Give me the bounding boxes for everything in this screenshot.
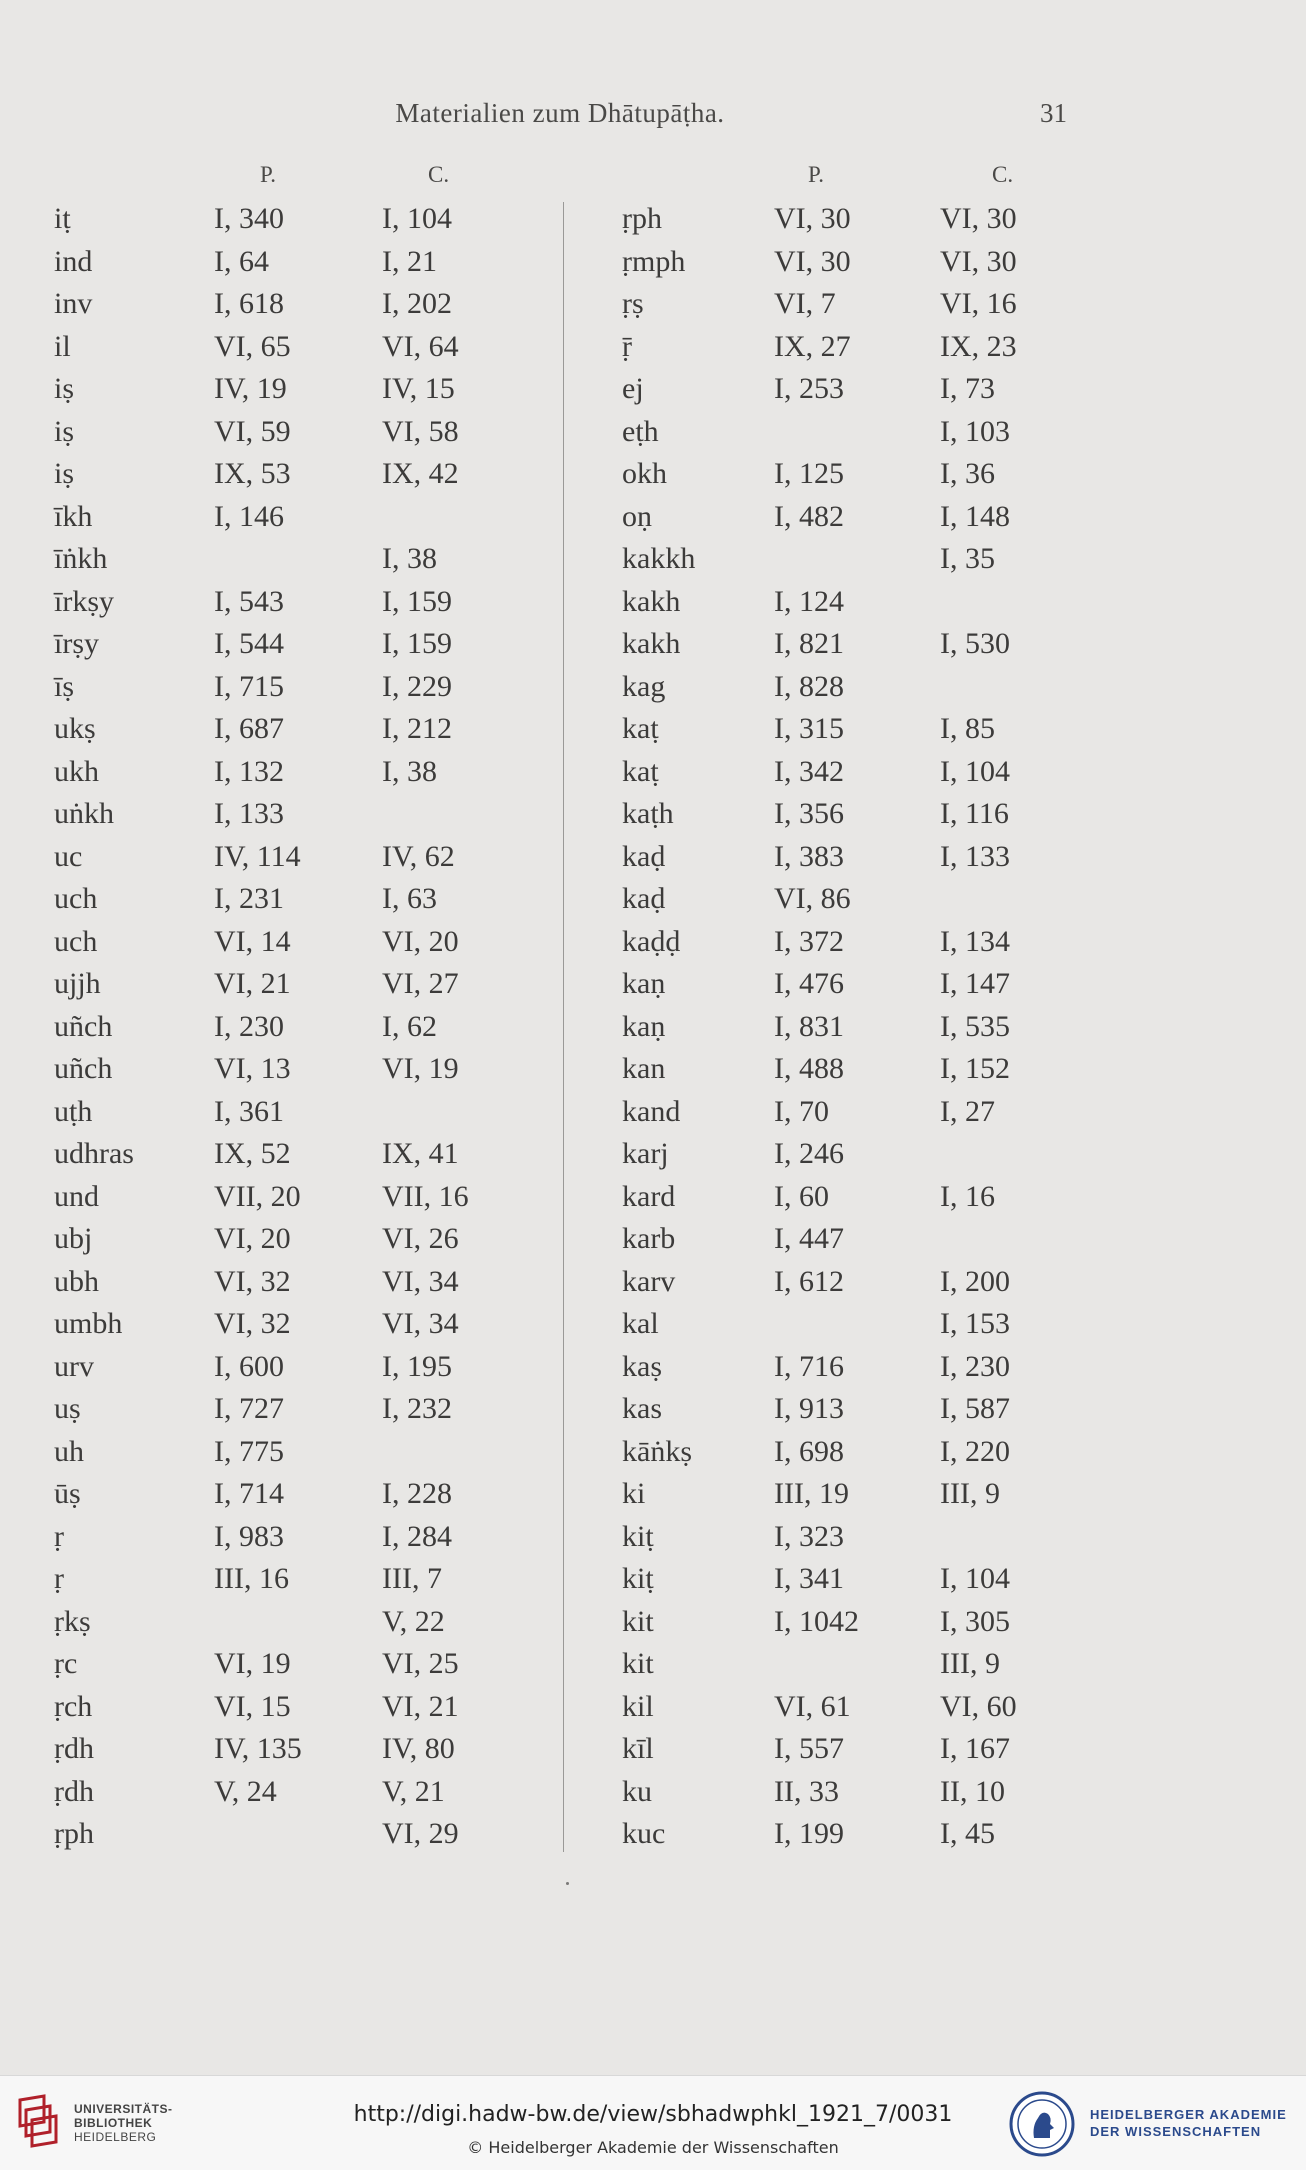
- c-ref-cell: I, 38: [382, 542, 437, 575]
- p-ref-cell: VII, 20: [214, 1179, 301, 1213]
- p-ref-cell: VI, 59: [214, 414, 291, 448]
- ub-name-line1: UNIVERSITÄTS-: [74, 2102, 173, 2116]
- root-cell: kakkh: [622, 542, 696, 575]
- root-cell: ṛdh: [54, 1774, 94, 1808]
- p-ref-cell: VI, 15: [214, 1689, 291, 1723]
- p-ref-cell: VI, 30: [774, 244, 851, 278]
- root-cell: kiṭ: [622, 1562, 654, 1595]
- c-ref-cell: VI, 64: [382, 329, 459, 363]
- c-ref-cell: I, 228: [382, 1477, 452, 1510]
- p-ref-cell: VI, 21: [214, 967, 291, 1000]
- c-ref-cell: VI, 34: [382, 1307, 459, 1340]
- root-cell: ṛṣ: [622, 287, 644, 320]
- p-ref-cell: I, 383: [774, 839, 844, 873]
- root-cell: īṅkh: [54, 542, 108, 575]
- c-ref-cell: I, 159: [382, 627, 452, 660]
- p-ref-cell: I, 231: [214, 882, 284, 915]
- root-cell: karj: [622, 1137, 669, 1170]
- running-title: Materialien zum Dhātupāṭha.: [395, 98, 725, 128]
- root-cell: kard: [622, 1179, 676, 1213]
- c-ref-cell: I, 73: [940, 372, 995, 405]
- root-cell: ṛ: [54, 1562, 64, 1595]
- c-ref-cell: I, 212: [382, 712, 452, 745]
- p-ref-cell: I, 146: [214, 499, 284, 533]
- c-ref-cell: I, 305: [940, 1604, 1010, 1638]
- p-ref-cell: I, 133: [214, 797, 284, 830]
- root-cell: īrkṣy: [54, 584, 114, 618]
- root-cell: kaṇ: [622, 1009, 666, 1043]
- root-cell: ūṣ: [54, 1477, 81, 1510]
- footer-url[interactable]: http://digi.hadw-bw.de/view/sbhadwphkl_1921_7/0031: [353, 2102, 953, 2127]
- root-cell: kaḍ: [622, 839, 666, 873]
- c-ref-cell: I, 152: [940, 1052, 1010, 1085]
- c-ref-cell: I, 38: [382, 754, 437, 788]
- root-cell: ind: [54, 244, 93, 278]
- root-cell: und: [54, 1179, 99, 1213]
- c-ref-cell: I, 116: [940, 797, 1009, 830]
- p-ref-cell: I, 64: [214, 244, 269, 278]
- root-cell: karv: [622, 1264, 676, 1298]
- root-cell: ṛph: [54, 1817, 94, 1850]
- root-cell: inv: [54, 287, 93, 320]
- p-ref-cell: V, 24: [214, 1774, 277, 1808]
- root-cell: uch: [54, 924, 98, 958]
- c-ref-cell: I, 195: [382, 1349, 452, 1383]
- c-ref-cell: III, 7: [382, 1562, 442, 1595]
- root-cell: il: [54, 329, 71, 363]
- c-ref-cell: VI, 29: [382, 1817, 459, 1850]
- p-ref-cell: I, 716: [774, 1349, 844, 1383]
- root-cell: kaṇ: [622, 967, 666, 1000]
- p-ref-cell: I, 199: [774, 1817, 844, 1850]
- p-ref-cell: IV, 135: [214, 1732, 302, 1765]
- root-cell: kaṣ: [622, 1349, 662, 1383]
- p-ref-cell: I, 698: [774, 1434, 844, 1468]
- p-ref-cell: IX, 52: [214, 1137, 291, 1170]
- root-cell: umbh: [54, 1307, 123, 1340]
- root-cell: kit: [622, 1647, 654, 1680]
- root-cell: kaṭh: [622, 797, 674, 830]
- haw-name-line2: DER WISSENSCHAFTEN: [1090, 2124, 1262, 2139]
- c-ref-cell: I, 587: [940, 1392, 1010, 1425]
- p-ref-cell: VI, 61: [774, 1689, 851, 1723]
- c-ref-cell: I, 202: [382, 287, 452, 320]
- root-cell: kāṅkṣ: [622, 1434, 692, 1468]
- p-ref-cell: III, 16: [214, 1562, 289, 1595]
- root-cell: ujjh: [54, 967, 101, 1000]
- p-ref-cell: I, 828: [774, 669, 844, 703]
- c-ref-cell: VI, 19: [382, 1052, 459, 1085]
- p-ref-cell: I, 323: [774, 1519, 844, 1553]
- c-ref-cell: IV, 80: [382, 1732, 455, 1765]
- p-ref-cell: VI, 32: [214, 1307, 291, 1340]
- root-cell: kaḍ: [622, 882, 666, 915]
- haw-name: [1090, 2106, 1287, 2140]
- p-ref-cell: II, 33: [774, 1774, 839, 1808]
- c-ref-cell: III, 9: [940, 1647, 1000, 1680]
- root-cell: ṛc: [54, 1647, 78, 1680]
- c-ref-cell: VI, 27: [382, 967, 459, 1000]
- c-ref-cell: I, 147: [940, 967, 1010, 1000]
- root-cell: karb: [622, 1222, 676, 1255]
- root-cell: oṇ: [622, 499, 652, 533]
- p-ref-cell: I, 1042: [774, 1604, 859, 1638]
- c-ref-cell: VI, 26: [382, 1222, 459, 1255]
- root-cell: ku: [622, 1774, 652, 1808]
- root-cell: ṛph: [622, 202, 662, 235]
- c-ref-cell: V, 22: [382, 1604, 445, 1638]
- c-ref-cell: VI, 21: [382, 1689, 459, 1723]
- haw-seal-icon: [1008, 2090, 1076, 2158]
- root-cell: kal: [622, 1307, 659, 1340]
- root-cell: iṣ: [54, 372, 75, 405]
- c-ref-cell: VI, 16: [940, 287, 1017, 320]
- p-ref-cell: IV, 19: [214, 372, 287, 405]
- p-ref-cell: I, 913: [774, 1392, 844, 1425]
- c-ref-cell: VI, 60: [940, 1689, 1017, 1723]
- p-ref-cell: I, 821: [774, 627, 844, 660]
- c-ref-cell: I, 104: [382, 202, 452, 235]
- root-cell: kit: [622, 1604, 654, 1638]
- root-cell: iṣ: [54, 457, 75, 490]
- root-cell: kīl: [622, 1732, 654, 1765]
- c-ref-cell: VII, 16: [382, 1179, 469, 1213]
- p-ref-cell: I, 246: [774, 1137, 844, 1170]
- p-ref-cell: I, 557: [774, 1732, 844, 1765]
- root-cell: urv: [54, 1349, 94, 1383]
- p-ref-cell: III, 19: [774, 1477, 849, 1510]
- p-ref-cell: I, 476: [774, 967, 844, 1000]
- p-ref-cell: IV, 114: [214, 839, 301, 873]
- ub-name-line2: BIBLIOTHEK: [74, 2116, 153, 2130]
- p-ref-cell: I, 132: [214, 754, 284, 788]
- root-cell: uṣ: [54, 1392, 81, 1425]
- c-ref-cell: IX, 41: [382, 1137, 459, 1170]
- root-cell: udhras: [54, 1137, 134, 1170]
- haw-name-line1: HEIDELBERGER AKADEMIE: [1090, 2107, 1287, 2122]
- root-cell: okh: [622, 457, 667, 490]
- root-cell: kakh: [622, 627, 681, 660]
- p-ref-cell: I, 544: [214, 627, 284, 660]
- p-ref-cell: I, 341: [774, 1562, 844, 1595]
- p-ref-cell: I, 253: [774, 372, 844, 405]
- right-column-header-c: C.: [992, 162, 1014, 187]
- c-ref-cell: I, 284: [382, 1519, 452, 1553]
- c-ref-cell: I, 63: [382, 882, 437, 915]
- c-ref-cell: III, 9: [940, 1477, 1000, 1510]
- p-ref-cell: I, 124: [774, 584, 844, 618]
- c-ref-cell: I, 36: [940, 457, 995, 490]
- c-ref-cell: I, 167: [940, 1732, 1010, 1765]
- root-cell: kakh: [622, 584, 681, 618]
- p-ref-cell: I, 340: [214, 202, 284, 235]
- c-ref-cell: I, 45: [940, 1817, 995, 1850]
- c-ref-cell: IV, 62: [382, 839, 455, 873]
- c-ref-cell: V, 21: [382, 1774, 445, 1808]
- root-cell: īrṣy: [54, 627, 99, 660]
- p-ref-cell: I, 447: [774, 1222, 844, 1255]
- root-cell: uc: [54, 839, 83, 873]
- p-ref-cell: I, 715: [214, 669, 284, 703]
- p-ref-cell: VI, 65: [214, 329, 291, 363]
- c-ref-cell: IX, 42: [382, 457, 459, 490]
- p-ref-cell: I, 60: [774, 1179, 829, 1213]
- root-cell: kiṭ: [622, 1519, 654, 1553]
- c-ref-cell: I, 535: [940, 1009, 1010, 1043]
- p-ref-cell: I, 125: [774, 457, 844, 490]
- p-ref-cell: VI, 19: [214, 1647, 291, 1680]
- root-cell: ṛch: [54, 1689, 93, 1723]
- c-ref-cell: I, 104: [940, 754, 1010, 788]
- root-cell: uṭh: [54, 1094, 93, 1128]
- p-ref-cell: I, 983: [214, 1519, 284, 1553]
- p-ref-cell: I, 70: [774, 1094, 829, 1128]
- root-cell: uch: [54, 882, 98, 915]
- root-cell: kuc: [622, 1817, 666, 1850]
- root-cell: ṛdh: [54, 1732, 94, 1765]
- p-ref-cell: I, 488: [774, 1052, 844, 1085]
- root-cell: uṅkh: [54, 797, 114, 830]
- p-ref-cell: I, 356: [774, 797, 844, 830]
- c-ref-cell: I, 133: [940, 839, 1010, 873]
- footer-copyright: © Heidelberger Akademie der Wissenschaften: [467, 2138, 839, 2157]
- ink-dot: [566, 1882, 569, 1885]
- c-ref-cell: I, 148: [940, 499, 1010, 533]
- p-ref-cell: I, 230: [214, 1009, 284, 1043]
- p-ref-cell: I, 361: [214, 1094, 284, 1128]
- c-ref-cell: IX, 23: [940, 329, 1017, 363]
- c-ref-cell: VI, 58: [382, 414, 459, 448]
- root-cell: ki: [622, 1477, 646, 1510]
- p-ref-cell: I, 372: [774, 924, 844, 958]
- root-cell: iṣ: [54, 414, 75, 448]
- p-ref-cell: VI, 30: [774, 202, 851, 235]
- root-cell: kag: [622, 669, 666, 703]
- c-ref-cell: I, 220: [940, 1434, 1010, 1468]
- c-ref-cell: IV, 15: [382, 372, 455, 405]
- root-cell: iṭ: [54, 202, 71, 235]
- page-number: 31: [1040, 98, 1067, 128]
- c-ref-cell: VI, 30: [940, 202, 1017, 235]
- root-cell: ṛmph: [622, 244, 686, 278]
- c-ref-cell: I, 104: [940, 1562, 1010, 1595]
- c-ref-cell: I, 530: [940, 627, 1010, 660]
- p-ref-cell: I, 831: [774, 1009, 844, 1043]
- root-cell: kan: [622, 1052, 666, 1085]
- c-ref-cell: VI, 25: [382, 1647, 459, 1680]
- root-cell: ṛkṣ: [54, 1604, 91, 1638]
- c-ref-cell: I, 62: [382, 1009, 437, 1043]
- p-ref-cell: VI, 20: [214, 1222, 291, 1255]
- p-ref-cell: IX, 27: [774, 329, 851, 363]
- root-cell: kaḍḍ: [622, 924, 681, 958]
- root-cell: uñch: [54, 1052, 113, 1085]
- p-ref-cell: VI, 86: [774, 882, 851, 915]
- root-cell: ṛ: [54, 1519, 64, 1553]
- p-ref-cell: I, 342: [774, 754, 844, 788]
- root-cell: ṝ: [622, 329, 632, 363]
- root-cell: ukh: [54, 754, 99, 788]
- root-cell: eṭh: [622, 414, 659, 448]
- c-ref-cell: I, 21: [382, 244, 437, 278]
- right-column-header-p: P.: [808, 162, 824, 187]
- p-ref-cell: I, 727: [214, 1392, 284, 1425]
- root-cell: ej: [622, 372, 644, 405]
- p-ref-cell: I, 612: [774, 1264, 844, 1298]
- p-ref-cell: I, 482: [774, 499, 844, 533]
- footer-bar: [0, 2075, 1306, 2170]
- c-ref-cell: I, 103: [940, 414, 1010, 448]
- root-cell: kaṭ: [622, 754, 659, 788]
- c-ref-cell: I, 232: [382, 1392, 452, 1425]
- c-ref-cell: I, 85: [940, 712, 995, 745]
- root-cell: uñch: [54, 1009, 113, 1043]
- p-ref-cell: I, 543: [214, 584, 284, 618]
- c-ref-cell: I, 16: [940, 1179, 995, 1213]
- p-ref-cell: I, 714: [214, 1477, 284, 1510]
- left-column-header-p: P.: [260, 162, 276, 187]
- c-ref-cell: I, 153: [940, 1307, 1010, 1340]
- root-cell: kand: [622, 1094, 681, 1128]
- p-ref-cell: VI, 7: [774, 287, 836, 320]
- column-divider: [563, 202, 564, 1852]
- c-ref-cell: I, 200: [940, 1264, 1010, 1298]
- p-ref-cell: I, 315: [774, 712, 844, 745]
- root-cell: ubj: [54, 1222, 93, 1255]
- c-ref-cell: VI, 34: [382, 1264, 459, 1298]
- left-column-header-c: C.: [428, 162, 450, 187]
- root-cell: īkh: [54, 499, 93, 533]
- c-ref-cell: I, 159: [382, 584, 452, 618]
- c-ref-cell: I, 230: [940, 1349, 1010, 1383]
- c-ref-cell: I, 35: [940, 542, 995, 575]
- p-ref-cell: I, 600: [214, 1349, 284, 1383]
- p-ref-cell: VI, 32: [214, 1264, 291, 1298]
- c-ref-cell: II, 10: [940, 1774, 1005, 1808]
- p-ref-cell: VI, 14: [214, 924, 291, 958]
- p-ref-cell: I, 687: [214, 712, 284, 745]
- c-ref-cell: VI, 30: [940, 244, 1017, 278]
- p-ref-cell: VI, 13: [214, 1052, 291, 1085]
- c-ref-cell: VI, 20: [382, 924, 459, 958]
- root-cell: kas: [622, 1392, 662, 1425]
- root-cell: kaṭ: [622, 712, 659, 745]
- p-ref-cell: I, 618: [214, 287, 284, 320]
- root-cell: uh: [54, 1434, 84, 1468]
- c-ref-cell: I, 134: [940, 924, 1010, 958]
- ub-name-line3: HEIDELBERG: [74, 2130, 157, 2144]
- root-cell: ukṣ: [54, 712, 96, 745]
- root-cell: ubh: [54, 1264, 99, 1298]
- root-cell: īṣ: [54, 669, 75, 703]
- root-cell: kil: [622, 1689, 654, 1723]
- p-ref-cell: IX, 53: [214, 457, 291, 490]
- c-ref-cell: I, 27: [940, 1094, 995, 1128]
- p-ref-cell: I, 775: [214, 1434, 284, 1468]
- c-ref-cell: I, 229: [382, 669, 452, 703]
